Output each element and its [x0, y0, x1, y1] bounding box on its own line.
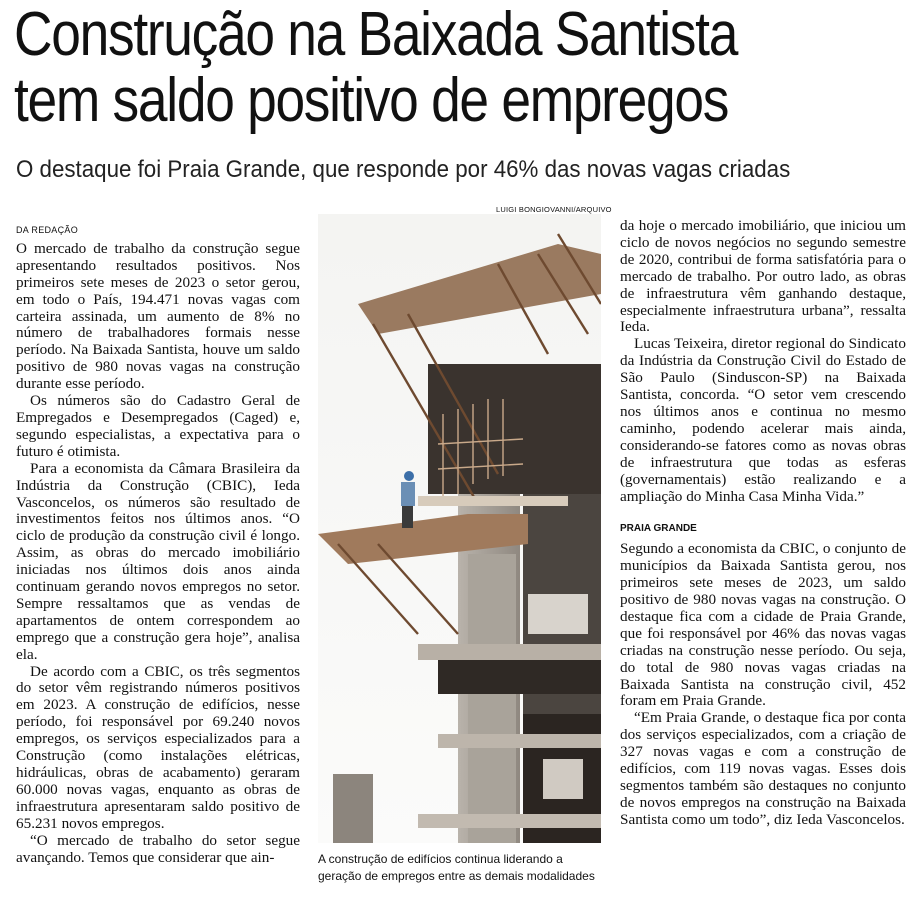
paragraph: Lucas Teixeira, diretor regional do Sindicato da Indústria da Construção Civil do Estado de São Paulo (Sinduscon-SP) na Baixada Santista, concorda. “O setor vem crescendo nos últimos anos e continua no mesmo caminho, podendo acelerar mais ainda, considerando-se fatores como as novas obras de infraestrutura que todas as esferas (governamentais) estão realizando e a ampliação do Minha Casa Minha Vida.” [620, 335, 906, 505]
subheadline: O destaque foi Praia Grande, que responde por 46% das novas vagas criadas [16, 156, 791, 183]
worker-helmet [404, 471, 414, 481]
byline: DA REDAÇÃO [16, 225, 79, 235]
section-heading: PRAIA GRANDE [620, 523, 697, 535]
building-under-construction-illustration [318, 214, 601, 843]
paragraph: O mercado de trabalho da construção segue apresentando resultados positivos. Nos primeiros sete meses de 2023 o setor gerou, em todo o País, 194.471 novas vagas com carteira assinada, um aumento de 8% no número de trabalhadores formais nesse período. Na Baixada Santista, houve um saldo positivo de 980 novas vagas na construção durante esse período. [16, 239, 300, 393]
paragraph: “O mercado de trabalho do setor segue avançando. Temos que considerar que ain- [16, 831, 300, 866]
headline-line-2: tem saldo positivo de empregos [14, 66, 729, 135]
photo-caption: A construção de edifícios continua liderando a geração de empregos entre as demais modalidades [318, 852, 595, 883]
paragraph: Para a economista da Câmara Brasileira da Indústria da Construção (CBIC), Ieda Vasconcelos, os números são resultado de investimentos feitos nos últimos anos. “O ciclo de produção da construção civil é longo. Assim, as obras do mercado imobiliário iniciadas nos últimos dois anos ainda continuam gerando novos empregos no setor. Sempre ressaltamos que as vendas de apartamentos de ontem correspondem ao emprego que a construção gera hoje”, analisa ela. [16, 459, 300, 663]
paragraph: Segundo a economista da CBIC, o conjunto de municípios da Baixada Santista gerou, nos primeiros sete meses de 2023, um saldo positivo de 980 novas vagas na construção. O destaque fica com a cidade de Praia Grande, que foi responsável por 46% das novas vagas criadas na construção nesse período. Ou seja, do total de 980 novas vagas criadas na Baixada Santista na construção civil, 452 foram em Praia Grande. [620, 540, 906, 710]
paragraph: De acordo com a CBIC, os três segmentos do setor vêm registrando números positivos em 2023. A construção de edifícios, nesse período, foi responsável por 69.240 novos empregos, os serviços especializados para a Construção (como instalações elétricas, hidráulicas, obras de acabamento) geraram 60.000 novas vagas, enquanto as obras de infraestrutura apresentaram saldo positivo de 65.231 novos empregos. [16, 662, 300, 832]
article-column-2 [620, 218, 906, 829]
paragraph: “Em Praia Grande, o destaque fica por conta dos serviços especializados, com a criação de 327 novas vagas e com a construção de edifícios, com 119 novas vagas. Esses dois segmentos também são destaques no conjunto de novos empregos na construção na Baixada Santista como um todo”, diz Ieda Vasconcelos. [620, 709, 906, 828]
photo-credit: LUIGI BONGIOVANNI/ARQUIVO [496, 205, 612, 214]
headline-line-1: Construção na Baixada Santista [14, 0, 738, 69]
construction-photo [318, 214, 601, 843]
article-column-1 [16, 222, 300, 866]
paragraph: Os números são do Cadastro Geral de Empregados e Desempregados (Caged) e, segundo especialistas, a expectativa para o futuro é otimista. [16, 392, 300, 460]
headline [14, 2, 779, 134]
paragraph: da hoje o mercado imobiliário, que iniciou um ciclo de novos negócios no segundo semestre de 2020, contribui de forma satisfatória para o mercado de trabalho. Por outro lado, as obras de infraestrutura vêm ganhando destaque, especialmente infraestrutura urbana”, ressalta Ieda. [620, 217, 906, 336]
